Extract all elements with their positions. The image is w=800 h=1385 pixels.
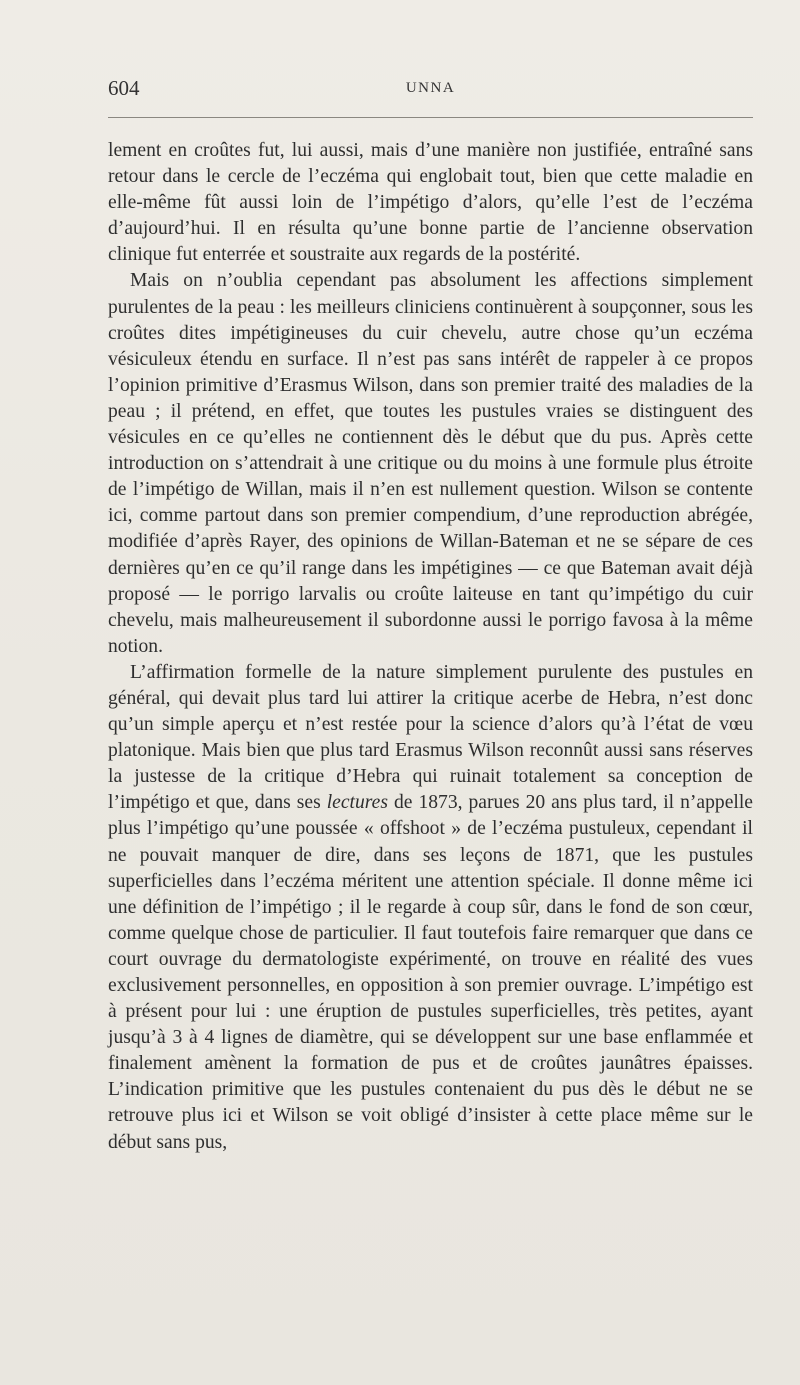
- paragraph-2: Mais on n’oublia cependant pas absolument les affections simplement purulentes de la peau : les meilleurs cliniciens continuèrent à soupçonner, sous les croûtes dites impétigineuses du cuir chevelu, autre chose qu’un eczéma vésiculeux étendu en surface. Il n’est pas sans intérêt de rappeler à ce propos l’opinion primitive d’Erasmus Wilson, dans son premier traité des maladies de la peau ; il prétend, en effet, que toutes les pustules vraies se distinguent des vésicules en ce qu’elles ne contiennent dès le début que du pus. Après cette introduction on s’attendrait à une critique ou du moins à une formule plus étroite de l’impétigo de Willan, mais il n’en est nullement question. Wilson se contente ici, comme partout dans son premier compendium, d’une reproduction abrégée, modifiée d’après Rayer, des opinions de Willan-Bateman et ne se sépare de ces dernières qu’en ce qu’il range dans les impétigines — ce que Bateman avait déjà proposé — le porrigo larvalis ou croûte laiteuse en tant qu’impétigo du cuir chevelu, mais malheureusement il subordonne aussi le porrigo favosa à la même notion.: [108, 270, 753, 657]
- body-text: [108, 138, 753, 1156]
- paragraph-3-text-start: L’affirmation formelle de la nature simplement purulente des pustules en général, qui devait plus tard lui attirer la critique acerbe de Hebra, n’est donc qu’un simple aperçu et n’est restée pour la science d’alors qu’à l’état de vœu platonique. Mais bien que plus tard Erasmus Wilson reconnût aussi sans réserves la justesse de la critique d’Hebra qui ruinait totalement sa conception de l’impétigo et que, dans ses: [108, 661, 753, 814]
- italic-lectures: lectures: [326, 792, 388, 814]
- page-number: 604: [108, 76, 140, 100]
- paragraph-1: lement en croûtes fut, lui aussi, mais d’une manière non justifiée, entraîné sans retour dans le cercle de l’eczéma qui englobait tout, bien que cette maladie en elle-même fût aussi loin de l’impétigo d’alors, qu’elle l’est de l’eczéma d’aujourd’hui. Il en résulta qu’une bonne partie de l’ancienne observation clinique fut enterrée et soustraite aux regards de la postérité.: [108, 140, 753, 266]
- paragraph-3: [108, 660, 753, 1156]
- page-header: [108, 76, 753, 106]
- paragraph-3-text-end: de 1873, parues 20 ans plus tard, il n’appelle plus l’impétigo qu’une poussée « offshoot » de l’eczéma pustuleux, cependant il ne pouvait manquer de dire, dans ses leçons de 1871, que les pustules superficielles dans l’eczéma méritent une attention spéciale. Il donne même ici une définition de l’impétigo ; il le regarde à coup sûr, dans le fond de son cœur, comme quelque chose de particulier. Il faut toutefois faire remarquer que dans ce court ouvrage du dermatologiste expérimenté, on trouve en réalité des vues exclusivement personnelles, en opposition à son premier ouvrage. L’impétigo est à présent pour lui : une éruption de pustules superficielles, très petites, ayant jusqu’à 3 à 4 lignes de diamètre, qui se développent sur une base enflammée et finalement amènent la formation de pus et de croûtes jaunâtres épaisses. L’indication primitive que les pustules contenaient du pus dès le début ne se retrouve plus ici et Wilson se voit obligé d’insister à cette place même sur le début sans pus,: [108, 792, 753, 1153]
- header-rule: [108, 117, 753, 118]
- running-title: UNNA: [405, 80, 456, 96]
